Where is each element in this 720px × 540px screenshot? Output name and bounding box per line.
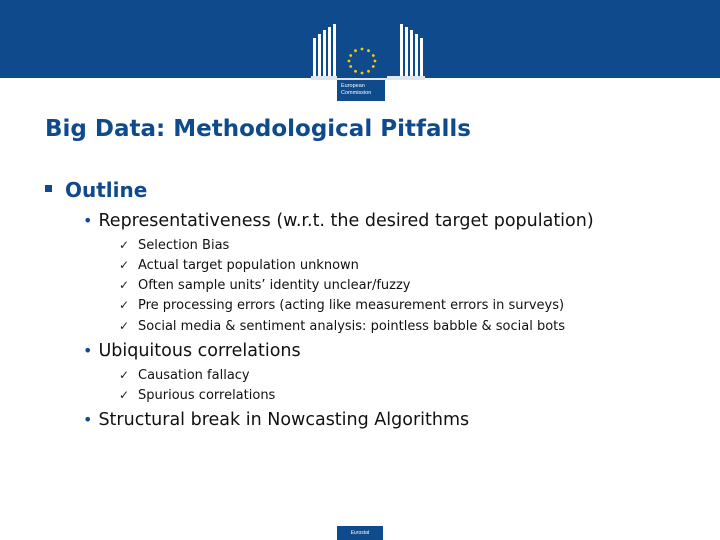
list-subitem	[119, 238, 229, 253]
checkmark-icon: ✓	[119, 368, 130, 382]
list-subitem	[119, 278, 411, 293]
eurostat-badge: Eurostat	[337, 526, 383, 540]
list-item-text: Structural break in Nowcasting Algorithms	[98, 410, 470, 430]
checkmark-icon: ✓	[119, 278, 130, 292]
list-item-text: Ubiquitous correlations	[98, 341, 301, 361]
square-bullet-icon	[45, 185, 52, 192]
round-bullet-icon: •	[83, 211, 93, 230]
checkmark-icon: ✓	[119, 258, 130, 272]
list-item-text: Representativeness (w.r.t. the desired target population)	[98, 211, 594, 231]
logo-caption-line1: European	[341, 83, 365, 89]
list-subitem	[119, 258, 359, 273]
logo-caption	[337, 80, 385, 101]
checkmark-icon: ✓	[119, 298, 130, 312]
slide-title: Big Data: Methodological Pitfalls	[45, 116, 471, 142]
checkmark-icon: ✓	[119, 238, 130, 252]
list-subitem-text: Spurious correlations	[138, 388, 276, 403]
checkmark-icon: ✓	[119, 388, 130, 402]
list-subitem-text: Selection Bias	[138, 238, 230, 253]
list-subitem-text: Causation fallacy	[138, 368, 250, 383]
outline-label: Outline	[65, 178, 148, 202]
logo-caption-line2: Commission	[341, 90, 372, 96]
list-subitem	[119, 298, 564, 313]
round-bullet-icon: •	[83, 410, 93, 429]
outline-heading	[45, 178, 147, 202]
list-item	[83, 410, 469, 430]
list-subitem-text: Pre processing errors (acting like measurement errors in surveys)	[138, 298, 565, 313]
list-subitem-text: Actual target population unknown	[138, 258, 359, 273]
list-subitem-text: Often sample units’ identity unclear/fuzzy	[138, 278, 411, 293]
list-subitem-text: Social media & sentiment analysis: pointless babble & social bots	[138, 319, 566, 334]
list-subitem	[119, 368, 250, 383]
checkmark-icon: ✓	[119, 319, 130, 333]
list-subitem	[119, 319, 565, 334]
round-bullet-icon: •	[83, 341, 93, 360]
list-subitem	[119, 388, 275, 403]
list-item	[83, 341, 301, 361]
list-item	[83, 211, 594, 231]
